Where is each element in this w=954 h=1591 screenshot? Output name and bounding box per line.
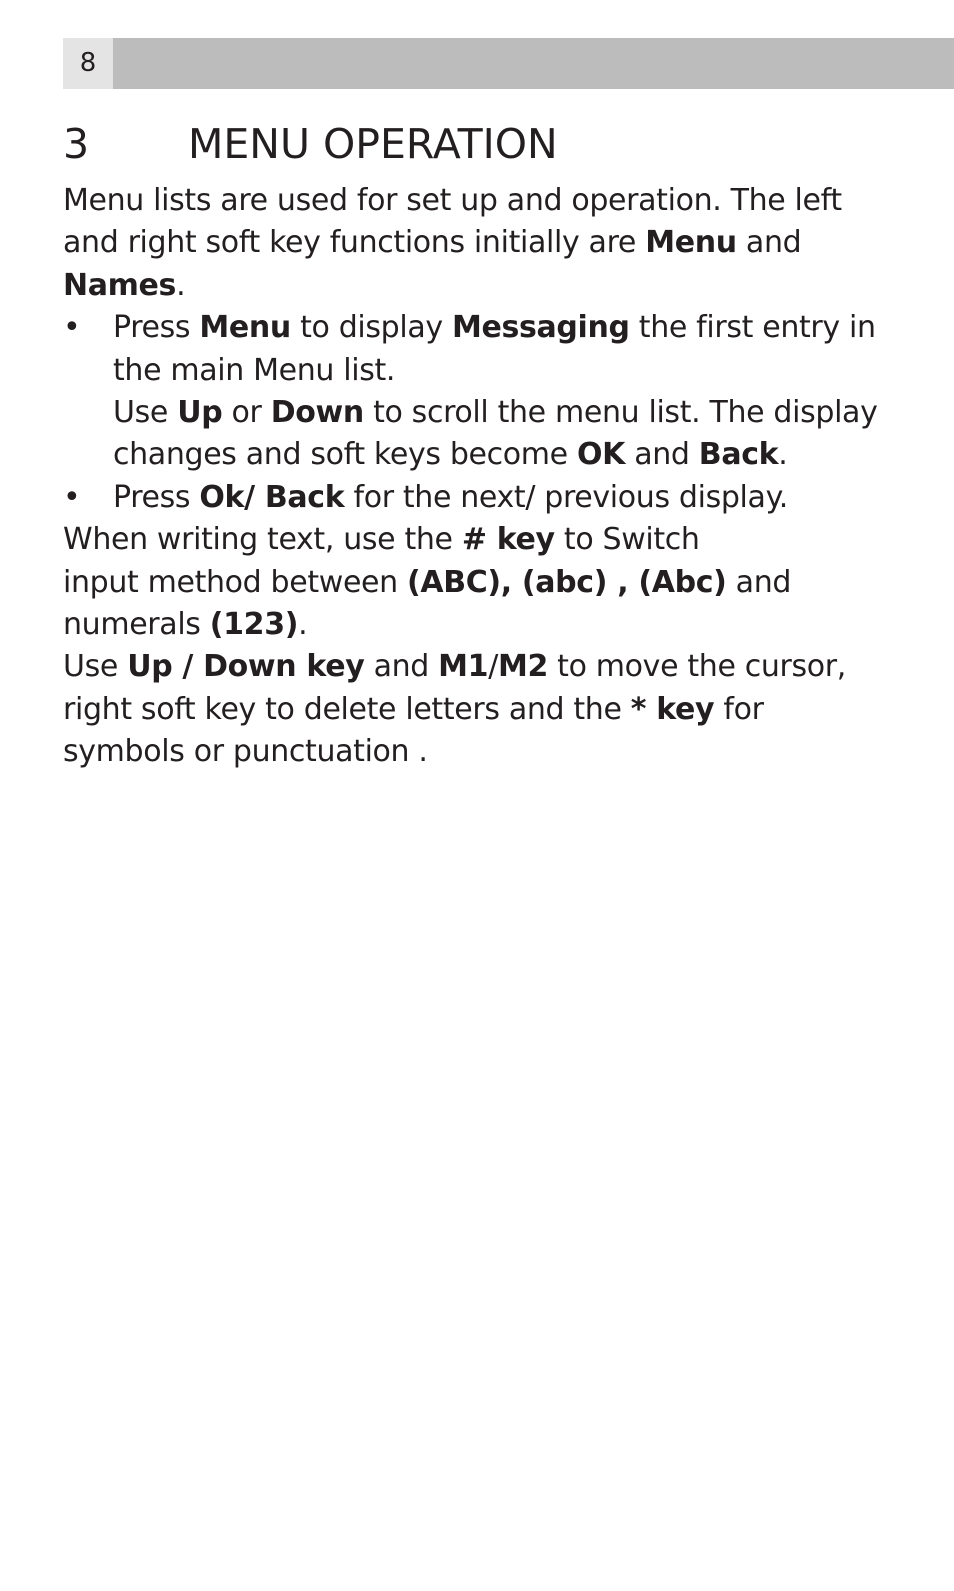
- cursor-text-4: to move the cursor, right soft key to delete letters and the: [63, 649, 846, 727]
- section-heading: [63, 118, 558, 170]
- bullet-item-ok-back-text: [113, 477, 893, 519]
- section-title: MENU OPERATION: [188, 120, 558, 168]
- m2-key-label: M2: [497, 649, 548, 685]
- bullet-point: •: [63, 479, 81, 515]
- writing-text-1: When writing text, use the: [63, 522, 462, 558]
- bullet-item-menu: [63, 307, 893, 477]
- ok-back-key-label: Ok/ Back: [199, 479, 345, 515]
- bullet1-text-4: Use: [113, 395, 178, 431]
- bullet2-text-2: for the next/ previous display.: [344, 479, 788, 515]
- m1-key-label: M1: [438, 649, 489, 685]
- ok-key-label: OK: [576, 437, 626, 473]
- cursor-text-1: Use: [63, 649, 128, 685]
- cursor-paragraph: [63, 646, 893, 773]
- cursor-text-5: for symbols or punctuation .: [63, 691, 764, 770]
- menu-key-label: Menu: [645, 225, 737, 261]
- bullet1-text-5: or: [222, 395, 271, 431]
- input-modes-label: (ABC), (abc) , (Abc): [407, 564, 727, 600]
- bullet-item-menu-text-2: [113, 392, 893, 477]
- bullet1-text-7: and: [625, 437, 699, 473]
- writing-paragraph: [63, 519, 893, 646]
- bullet1-text-1: Press: [113, 310, 200, 346]
- star-key-label: * key: [630, 691, 715, 727]
- bullet1-text-2: to display: [290, 310, 452, 346]
- numerals-mode-label: (123): [209, 607, 299, 643]
- bullet-item-ok-back: [63, 477, 893, 519]
- writing-text-4: and numerals: [63, 564, 792, 643]
- writing-text-2: to Switch: [554, 522, 700, 558]
- bullet1-text-3: the first entry in the main Menu list.: [113, 310, 876, 388]
- down-key-label: Down: [270, 395, 364, 431]
- writing-text-3: input method between: [63, 564, 408, 600]
- section-number: 3: [63, 120, 90, 168]
- cursor-text-3: /: [488, 649, 498, 685]
- back-key-label: Back: [698, 437, 779, 473]
- intro-text-2: and: [736, 225, 802, 261]
- hash-key-label: # key: [461, 522, 555, 558]
- bullet-point: •: [63, 310, 81, 346]
- intro-paragraph: [63, 180, 893, 307]
- bullet1-text-8: .: [778, 437, 788, 473]
- page-header-bar: [63, 38, 954, 89]
- messaging-label: Messaging: [451, 310, 630, 346]
- intro-text-3: .: [176, 267, 186, 303]
- bullet1-text-6: to scroll the menu list. The display changes and soft keys become: [113, 395, 878, 473]
- intro-text-1: Menu lists are used for set up and operation. The left and right soft key functions initially are: [63, 183, 842, 261]
- bullet-item-menu-text-1: [113, 307, 893, 392]
- up-down-key-label: Up / Down key: [127, 649, 365, 685]
- page-number: 8: [63, 38, 113, 89]
- up-key-label: Up: [177, 395, 223, 431]
- cursor-text-2: and: [364, 649, 439, 685]
- bullet2-text-1: Press: [113, 479, 200, 515]
- body-text: [63, 180, 893, 774]
- menu-key-label: Menu: [199, 310, 291, 346]
- writing-text-5: .: [298, 607, 308, 643]
- names-key-label: Names: [63, 267, 177, 303]
